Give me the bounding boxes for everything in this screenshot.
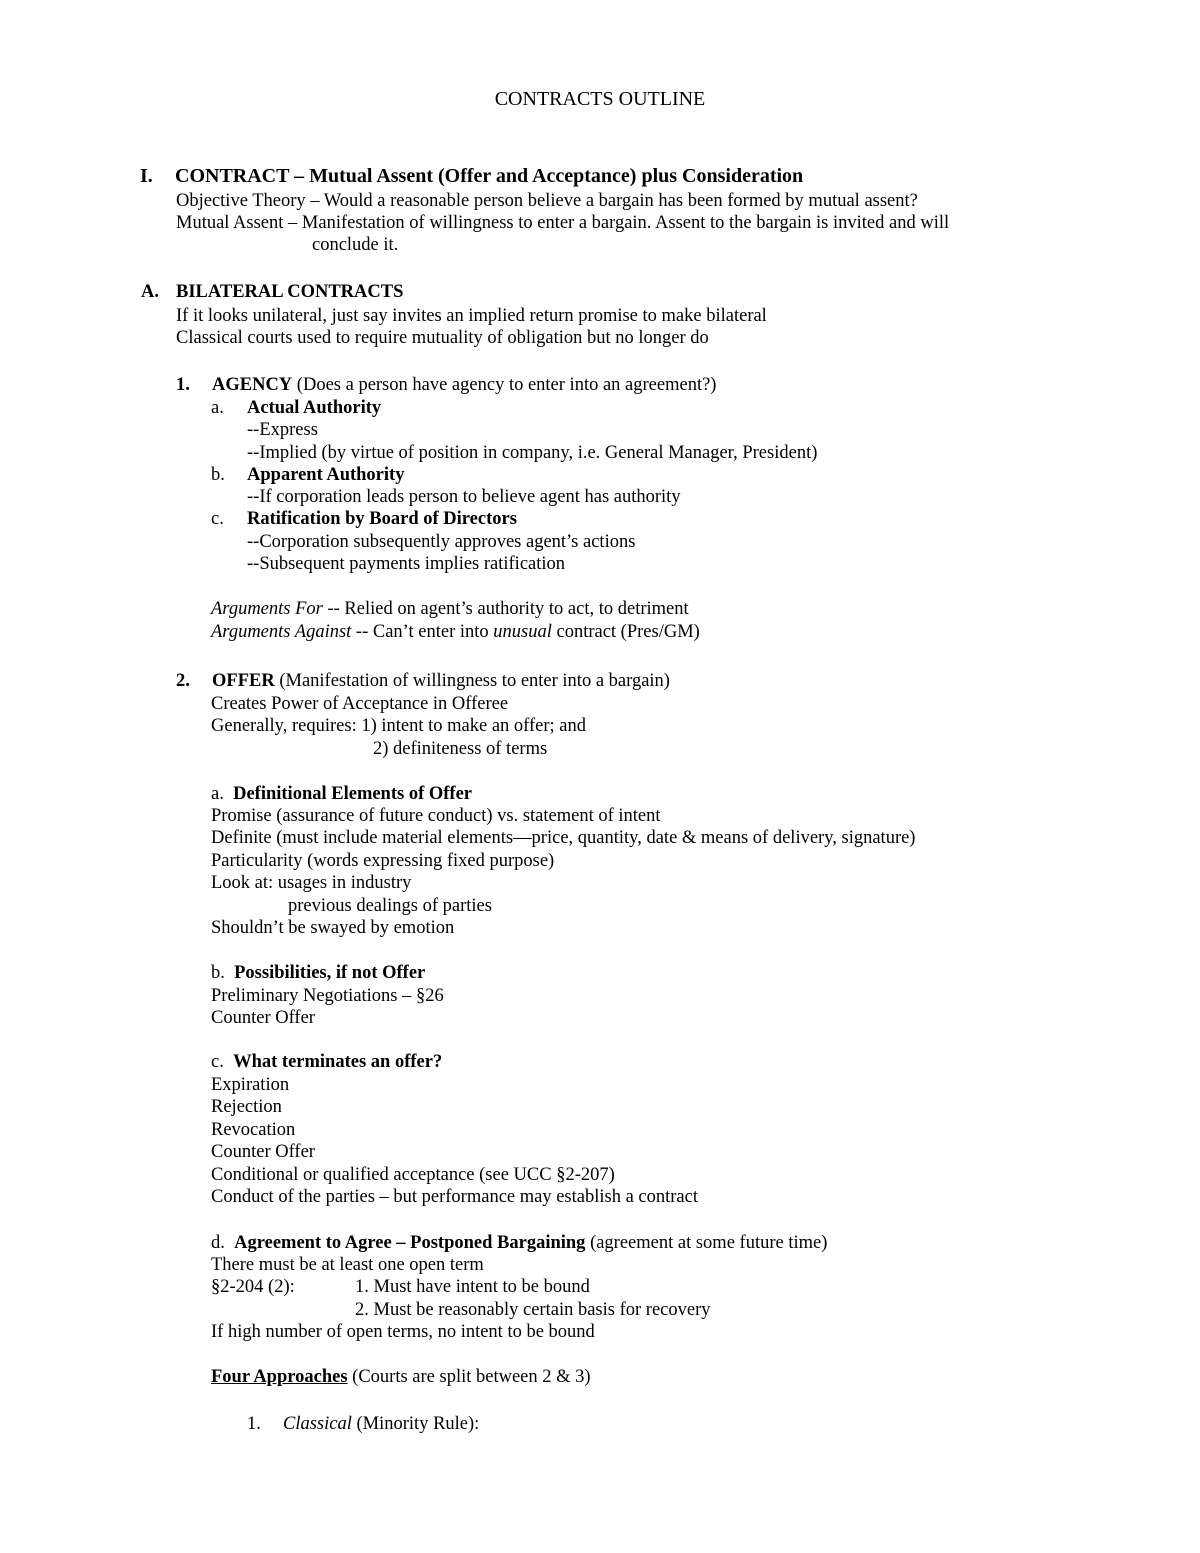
definitional-elements-heading bbox=[211, 783, 472, 805]
terminates-line-6: Conduct of the parties – but performance may establish a contract bbox=[211, 1187, 698, 1207]
offer-letter-a: a. bbox=[211, 784, 224, 804]
section-1-title: CONTRACT – Mutual Assent (Offer and Acceptance) plus Consideration bbox=[175, 165, 804, 187]
offer-title: OFFER bbox=[212, 671, 275, 691]
four-approaches-title: Four Approaches bbox=[211, 1367, 348, 1387]
agency-heading bbox=[176, 374, 716, 396]
arguments-against-line bbox=[211, 621, 700, 643]
objective-theory-line: Objective Theory – Would a reasonable person believe a bargain has been formed by mutual assent? bbox=[176, 191, 918, 211]
agreement-line-1: There must be at least one open term bbox=[211, 1255, 484, 1275]
terminates-title: What terminates an offer? bbox=[233, 1052, 443, 1072]
actual-authority-heading bbox=[211, 397, 381, 419]
mutuality-note: Classical courts used to require mutuality of obligation but no longer do bbox=[176, 328, 709, 348]
possibilities-line-2: Counter Offer bbox=[211, 1008, 315, 1028]
implied-line: --Implied (by virtue of position in company, i.e. General Manager, President) bbox=[247, 443, 818, 463]
arguments-against-emphasis: unusual bbox=[493, 622, 552, 642]
definitional-line-2: Definite (must include material elements—price, quantity, date & means of delivery, signature) bbox=[211, 828, 916, 848]
apparent-authority-line: --If corporation leads person to believe agent has authority bbox=[247, 487, 681, 507]
agreement-requirement-1: 1. Must have intent to be bound bbox=[355, 1277, 590, 1297]
arguments-for-line bbox=[211, 598, 689, 620]
approach-1-name: Classical bbox=[283, 1414, 352, 1434]
approach-1 bbox=[247, 1413, 479, 1435]
definitional-line-5: previous dealings of parties bbox=[288, 896, 492, 916]
offer-line-2: Generally, requires: 1) intent to make an offer; and bbox=[211, 716, 586, 736]
possibilities-title: Possibilities, if not Offer bbox=[234, 963, 426, 983]
definitional-line-1: Promise (assurance of future conduct) vs. statement of intent bbox=[211, 806, 661, 826]
letter-c: c. bbox=[211, 509, 224, 529]
offer-letter-c: c. bbox=[211, 1052, 224, 1072]
agreement-to-agree-title: Agreement to Agree – Postponed Bargaining bbox=[234, 1233, 586, 1253]
offer-number: 2. bbox=[176, 671, 190, 691]
offer-line-1: Creates Power of Acceptance in Offeree bbox=[211, 694, 509, 714]
mutual-assent-line: Mutual Assent – Manifestation of willingness to enter a bargain. Assent to the bargain is invited and will bbox=[176, 213, 950, 233]
agreement-requirement-2: 2. Must be reasonably certain basis for recovery bbox=[355, 1300, 711, 1320]
arguments-against-label: Arguments Against bbox=[211, 622, 352, 642]
offer-line-3: 2) definiteness of terms bbox=[373, 739, 548, 759]
four-approaches-note: (Courts are split between 2 & 3) bbox=[347, 1367, 591, 1387]
actual-authority-title: Actual Authority bbox=[247, 398, 382, 418]
definitional-line-3: Particularity (words expressing fixed purpose) bbox=[211, 851, 555, 871]
ucc-2-204-label: §2-204 (2): bbox=[211, 1277, 295, 1297]
arguments-against-post: contract (Pres/GM) bbox=[551, 622, 700, 642]
ratification-heading bbox=[211, 508, 517, 530]
agreement-line-open-terms: If high number of open terms, no intent to be bound bbox=[211, 1322, 595, 1342]
definitional-line-4: Look at: usages in industry bbox=[211, 873, 412, 893]
mutual-assent-continuation: conclude it. bbox=[312, 235, 399, 255]
section-a-heading bbox=[141, 281, 403, 303]
approach-1-note: (Minority Rule): bbox=[351, 1414, 480, 1434]
arguments-for-text: -- Relied on agent’s authority to act, to detriment bbox=[322, 599, 689, 619]
section-a-number: A. bbox=[141, 282, 159, 302]
terminates-line-2: Rejection bbox=[211, 1097, 282, 1117]
offer-letter-d: d. bbox=[211, 1233, 225, 1253]
approach-1-number: 1. bbox=[247, 1414, 261, 1434]
terminates-line-5: Conditional or qualified acceptance (see UCC §2-207) bbox=[211, 1165, 615, 1185]
apparent-authority-title: Apparent Authority bbox=[247, 465, 405, 485]
section-1-number: I. bbox=[140, 165, 153, 187]
definitional-elements-title: Definitional Elements of Offer bbox=[233, 784, 473, 804]
arguments-against-pre: -- Can’t enter into bbox=[351, 622, 494, 642]
possibilities-heading bbox=[211, 962, 425, 984]
four-approaches-heading bbox=[211, 1366, 591, 1388]
ratification-line-2: --Subsequent payments implies ratification bbox=[247, 554, 566, 574]
apparent-authority-heading bbox=[211, 464, 404, 486]
express-line: --Express bbox=[247, 420, 318, 440]
offer-letter-b: b. bbox=[211, 963, 225, 983]
agreement-to-agree-note: (agreement at some future time) bbox=[585, 1233, 828, 1253]
terminates-line-4: Counter Offer bbox=[211, 1142, 315, 1162]
terminates-line-3: Revocation bbox=[211, 1120, 296, 1140]
offer-note: (Manifestation of willingness to enter into a bargain) bbox=[274, 671, 670, 691]
agency-title: AGENCY bbox=[212, 375, 293, 395]
offer-heading bbox=[176, 670, 670, 692]
section-1-heading bbox=[140, 165, 803, 187]
ratification-line-1: --Corporation subsequently approves agent’s actions bbox=[247, 532, 636, 552]
agreement-to-agree-heading bbox=[211, 1232, 827, 1254]
terminates-heading bbox=[211, 1051, 442, 1073]
letter-b: b. bbox=[211, 465, 225, 485]
arguments-for-label: Arguments For bbox=[211, 599, 323, 619]
agency-number: 1. bbox=[176, 375, 190, 395]
terminates-line-1: Expiration bbox=[211, 1075, 290, 1095]
definitional-line-6: Shouldn’t be swayed by emotion bbox=[211, 918, 455, 938]
document-title: CONTRACTS OUTLINE bbox=[494, 88, 706, 110]
ratification-title: Ratification by Board of Directors bbox=[247, 509, 517, 529]
section-a-title: BILATERAL CONTRACTS bbox=[176, 282, 404, 302]
unilateral-note: If it looks unilateral, just say invites an implied return promise to make bilateral bbox=[176, 306, 767, 326]
agency-note: (Does a person have agency to enter into an agreement?) bbox=[292, 375, 717, 395]
letter-a: a. bbox=[211, 398, 224, 418]
possibilities-line-1: Preliminary Negotiations – §26 bbox=[211, 986, 444, 1006]
